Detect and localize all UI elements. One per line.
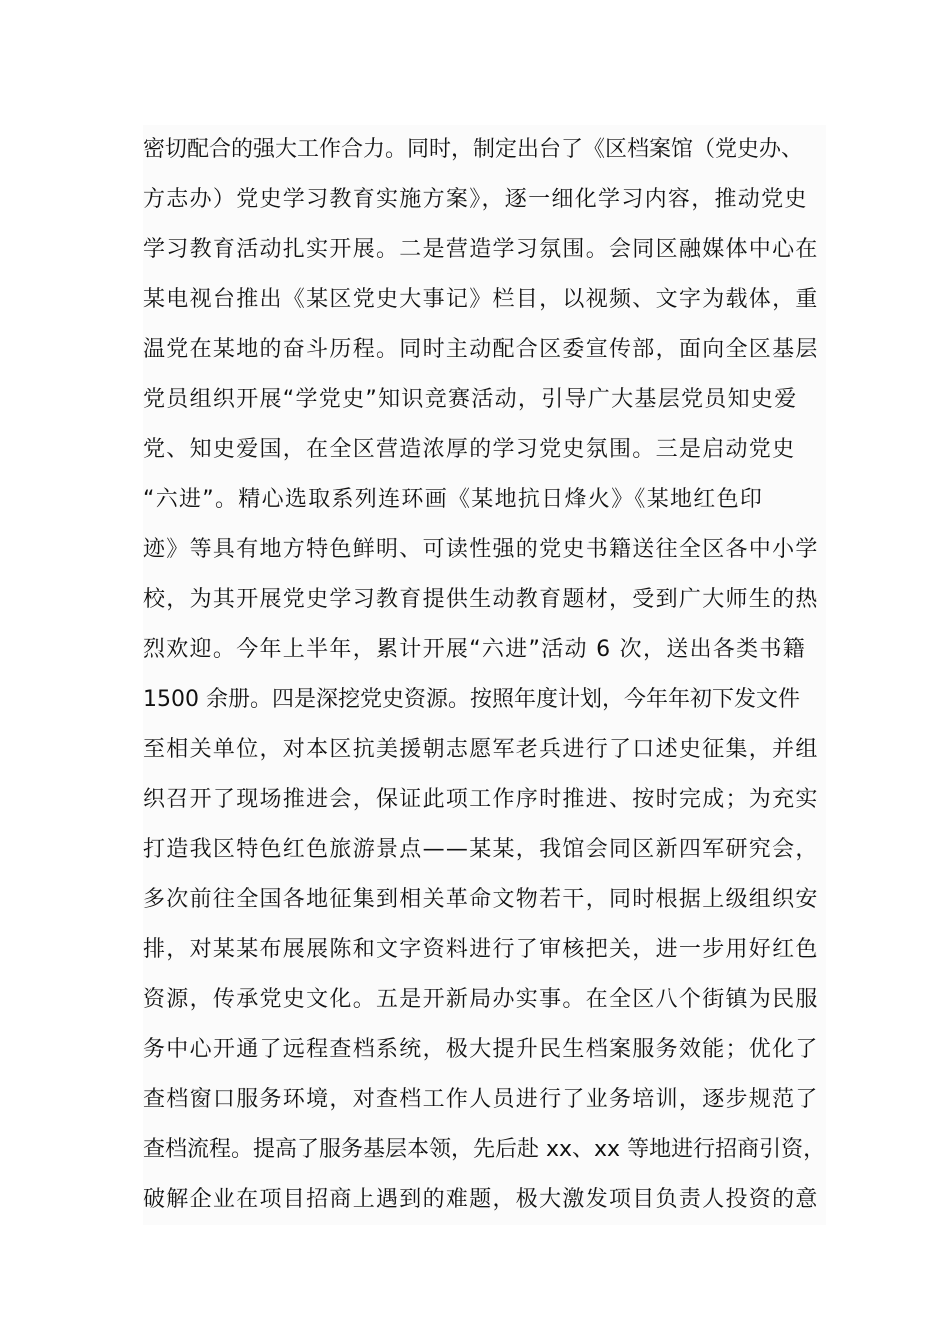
text-line-4: 某电视台推出《某区党史大事记》栏目，以视频、文字为载体，重 [143, 287, 819, 312]
text-line-14: 织召开了现场推进会，保证此项工作序时推进、按时完成；为充实 [143, 787, 819, 812]
text-line-16: 多次前往全国各地征集到相关革命文物若干，同时根据上级组织安 [143, 887, 819, 912]
text-line-19: 务中心开通了远程查档系统，极大提升民生档案服务效能；优化了 [143, 1037, 819, 1062]
text-line-10: 校，为其开展党史学习教育提供生动教育题材，受到广大师生的热 [143, 587, 819, 612]
text-line-8: “六进”。精心选取系列连环画《某地抗日烽火》《某地红色印 [143, 487, 764, 512]
text-line-2: 方志办）党史学习教育实施方案》，逐一细化学习内容，推动党史 [143, 187, 808, 212]
text-line-3: 学习教育活动扎实开展。二是营造学习氛围。会同区融媒体中心在 [143, 237, 819, 262]
text-line-21: 查档流程。提高了服务基层本领，先后赴 xx、xx 等地进行招商引资， [143, 1137, 826, 1162]
text-line-12: 1500 余册。四是深挖党史资源。按照年度计划，今年年初下发文件 [143, 687, 800, 712]
text-line-20: 查档窗口服务环境，对查档工作人员进行了业务培训，逐步规范了 [143, 1087, 819, 1112]
text-line-22: 破解企业在项目招商上遇到的难题，极大激发项目负责人投资的意 [143, 1187, 819, 1212]
text-line-13: 至相关单位，对本区抗美援朝志愿军老兵进行了口述史征集，并组 [143, 737, 819, 762]
text-line-1: 密切配合的强大工作合力。同时，制定出台了《区档案馆（党史办、 [143, 137, 804, 162]
text-line-11: 烈欢迎。今年上半年，累计开展“六进”活动 6 次，送出各类书籍 [143, 637, 807, 662]
text-line-6: 党员组织开展“学党史”知识竞赛活动，引导广大基层党员知史爱 [143, 387, 798, 412]
body-text [143, 125, 826, 1225]
text-line-18: 资源，传承党史文化。五是开新局办实事。在全区八个街镇为民服 [143, 987, 819, 1012]
text-line-7: 党、知史爱国，在全区营造浓厚的学习党史氛围。三是启动党史 [143, 437, 796, 462]
text-line-9: 迹》等具有地方特色鲜明、可读性强的党史书籍送往全区各中小学 [143, 537, 819, 562]
text-line-15: 打造我区特色红色旅游景点——某某，我馆会同区新四军研究会， [143, 837, 819, 862]
text-line-17: 排，对某某布展展陈和文字资料进行了审核把关，进一步用好红色 [143, 937, 819, 962]
text-line-5: 温党在某地的奋斗历程。同时主动配合区委宣传部，面向全区基层 [143, 337, 819, 362]
